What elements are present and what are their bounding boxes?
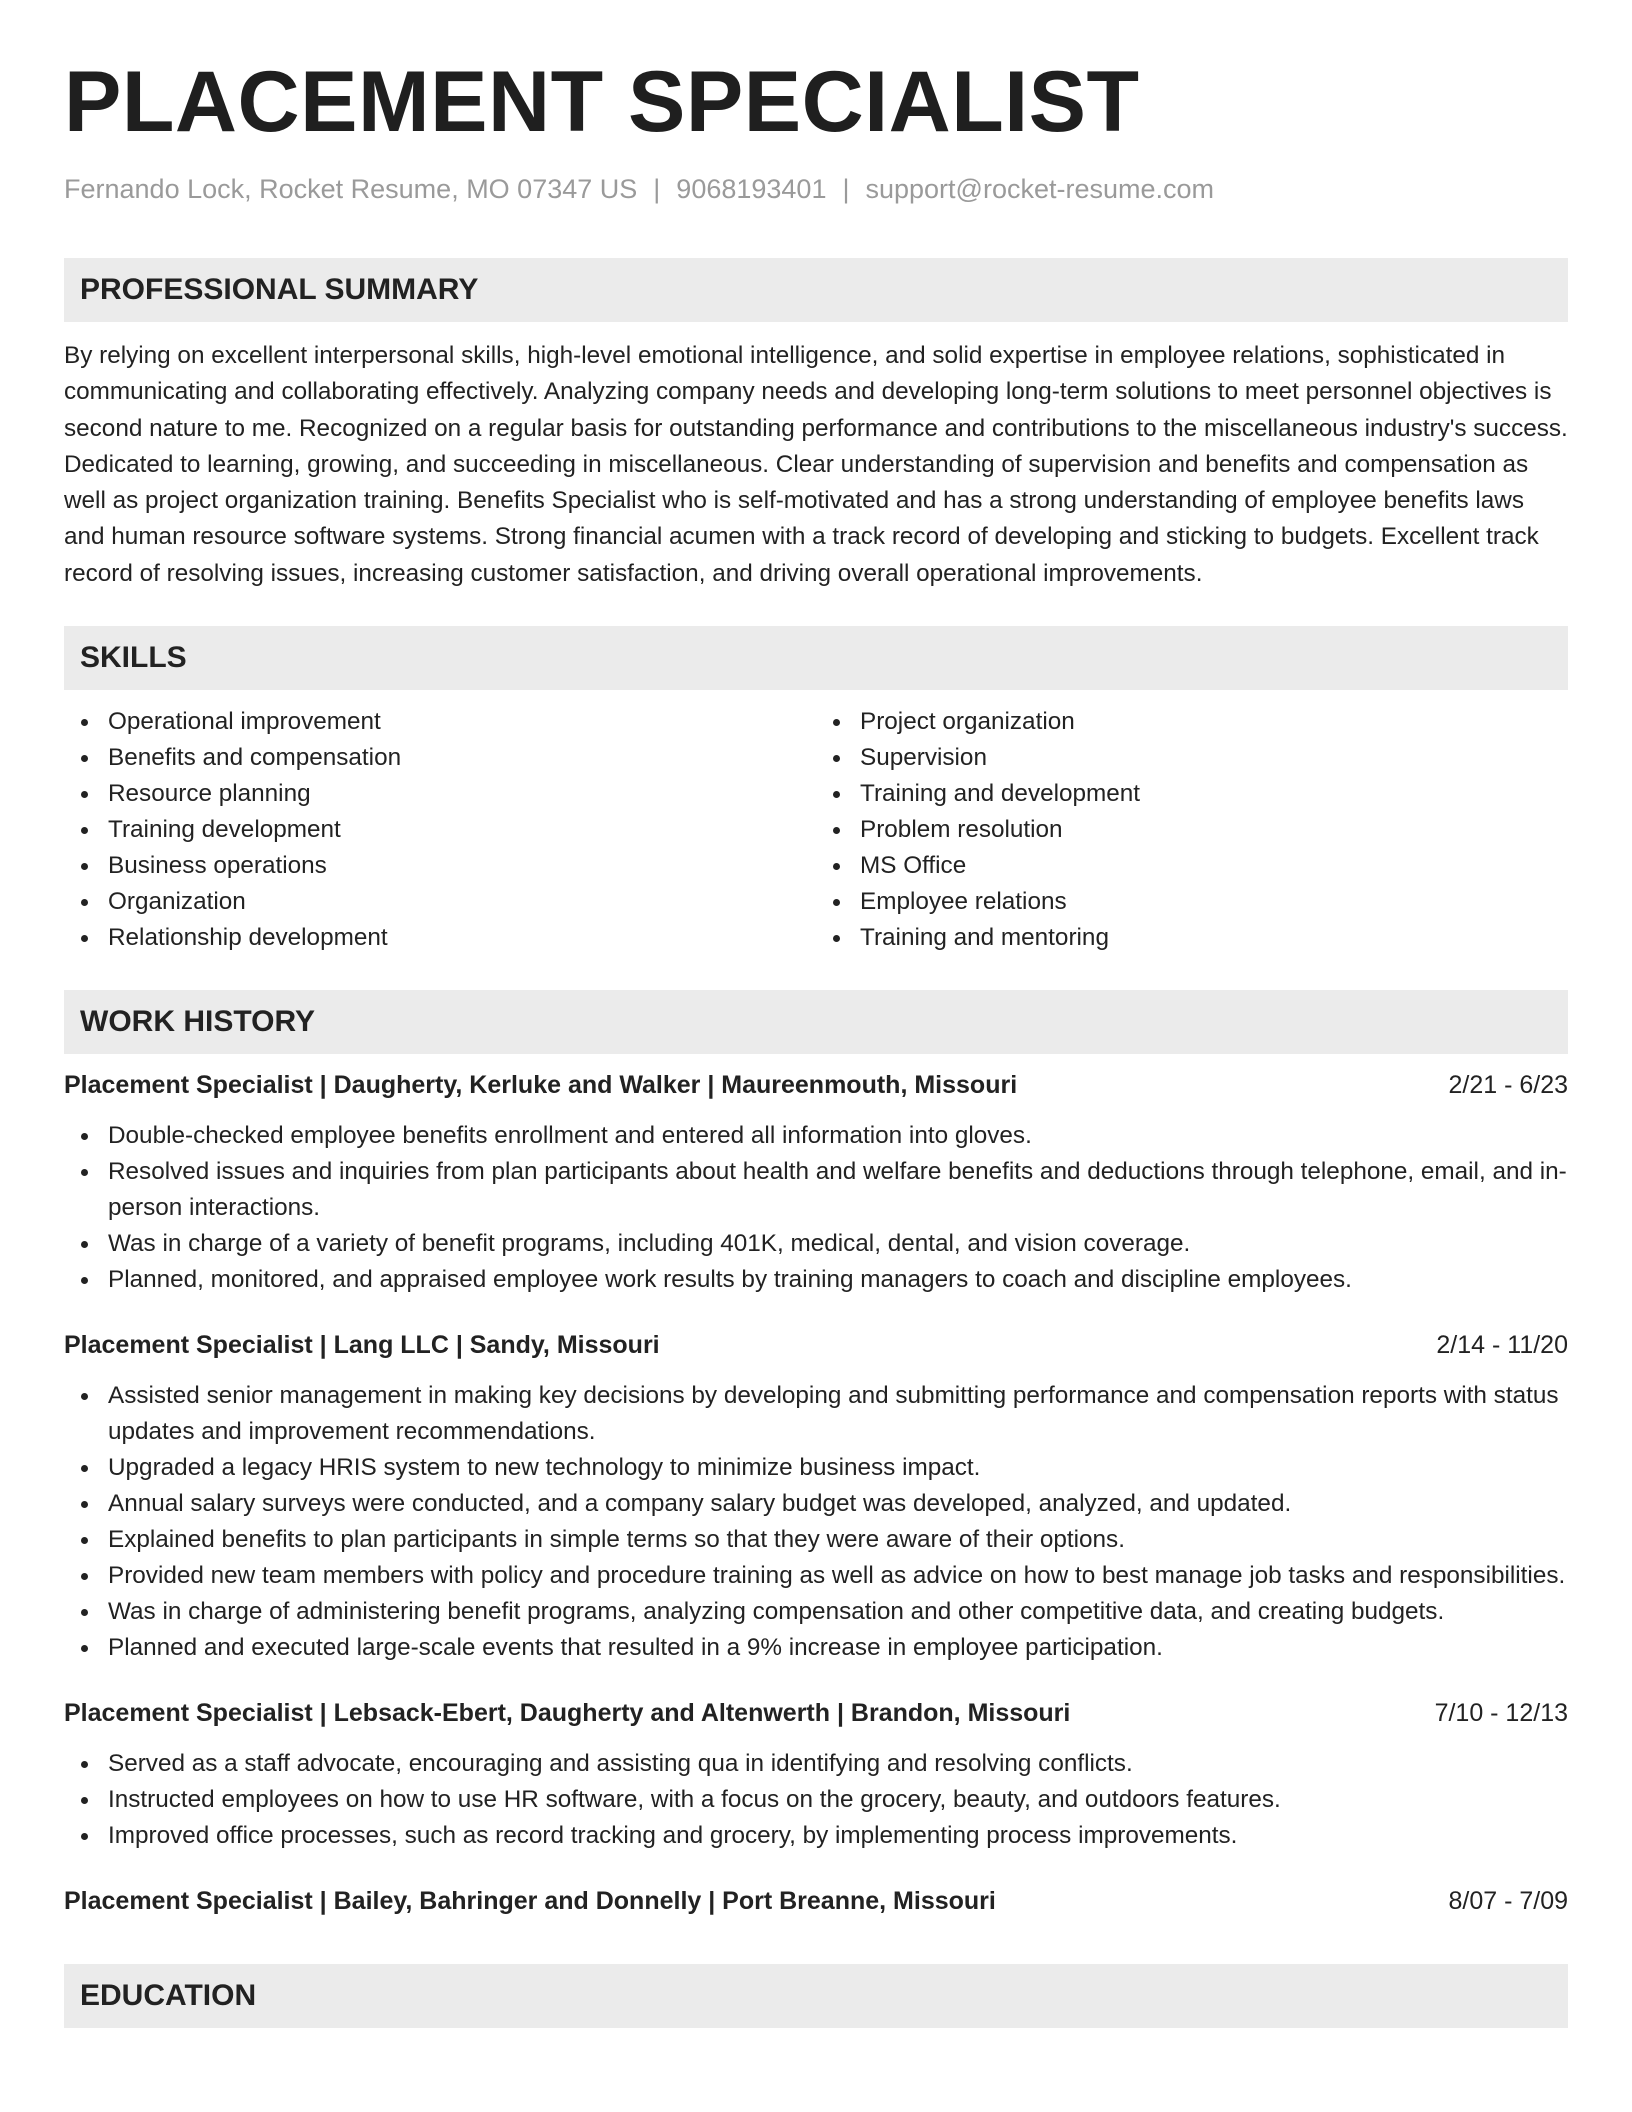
section-header-summary: PROFESSIONAL SUMMARY <box>64 258 1568 322</box>
job-title: Placement Specialist | Lebsack-Ebert, Daugherty and Altenwerth | Brandon, Missouri <box>64 1699 1071 1728</box>
job-bullet: Annual salary surveys were conducted, and a company salary budget was developed, analyzed, and updated. <box>64 1486 1568 1522</box>
job-bullet: Double-checked employee benefits enrollment and entered all information into gloves. <box>64 1118 1568 1154</box>
skill-item: Training and development <box>816 776 1568 812</box>
job-bullets <box>64 1746 1568 1854</box>
job-bullets <box>64 1118 1568 1298</box>
contact-address: Fernando Lock, Rocket Resume, MO 07347 US <box>64 174 638 204</box>
job-entry <box>64 1068 1568 1298</box>
job-dates: 2/14 - 11/20 <box>1436 1331 1568 1360</box>
section-header-work-history: WORK HISTORY <box>64 990 1568 1054</box>
job-bullet: Provided new team members with policy and procedure training as well as advice on how to best manage job tasks and responsibilities. <box>64 1558 1568 1594</box>
contact-separator: | <box>653 174 661 204</box>
contact-phone: 9068193401 <box>676 174 827 204</box>
job-header <box>64 1696 1568 1730</box>
contact-email: support@rocket-resume.com <box>865 174 1215 204</box>
job-bullet: Instructed employees on how to use HR software, with a focus on the grocery, beauty, and outdoors features. <box>64 1782 1568 1818</box>
job-dates: 8/07 - 7/09 <box>1448 1887 1568 1916</box>
skill-item: MS Office <box>816 848 1568 884</box>
skill-item: Project organization <box>816 704 1568 740</box>
job-bullet: Assisted senior management in making key decisions by developing and submitting performance and compensation reports with status updates and improvement recommendations. <box>64 1378 1568 1450</box>
section-header-skills: SKILLS <box>64 626 1568 690</box>
job-dates: 7/10 - 12/13 <box>1434 1699 1568 1728</box>
job-header <box>64 1328 1568 1362</box>
job-dates: 2/21 - 6/23 <box>1448 1071 1568 1100</box>
skill-item: Resource planning <box>64 776 816 812</box>
skill-item: Supervision <box>816 740 1568 776</box>
skill-item: Benefits and compensation <box>64 740 816 776</box>
skill-item: Problem resolution <box>816 812 1568 848</box>
skill-item: Relationship development <box>64 920 816 956</box>
job-title: Placement Specialist | Daugherty, Kerluke and Walker | Maureenmouth, Missouri <box>64 1071 1018 1100</box>
job-bullet: Upgraded a legacy HRIS system to new technology to minimize business impact. <box>64 1450 1568 1486</box>
skills-list-right <box>816 704 1568 956</box>
skill-item: Business operations <box>64 848 816 884</box>
job-header <box>64 1884 1568 1918</box>
section-header-education: EDUCATION <box>64 1964 1568 2028</box>
job-bullet: Explained benefits to plan participants in simple terms so that they were aware of their options. <box>64 1522 1568 1558</box>
job-entry <box>64 1884 1568 1918</box>
job-bullet: Was in charge of administering benefit programs, analyzing compensation and other competitive data, and creating budgets. <box>64 1594 1568 1630</box>
skills-list-left <box>64 704 816 956</box>
job-title: Placement Specialist | Bailey, Bahringer and Donnelly | Port Breanne, Missouri <box>64 1887 996 1916</box>
skill-item: Operational improvement <box>64 704 816 740</box>
contact-separator: | <box>842 174 850 204</box>
skill-item: Training and mentoring <box>816 920 1568 956</box>
skills-columns <box>64 704 1568 956</box>
skill-item: Organization <box>64 884 816 920</box>
job-bullet: Planned and executed large-scale events that resulted in a 9% increase in employee participation. <box>64 1630 1568 1666</box>
job-entry <box>64 1696 1568 1854</box>
job-bullet: Planned, monitored, and appraised employee work results by training managers to coach and discipline employees. <box>64 1262 1568 1298</box>
summary-text: By relying on excellent interpersonal skills, high-level emotional intelligence, and solid expertise in employee relations, sophisticated in communicating and collaborating effectively. Analyzing company needs and developing long-term solutions to meet personnel objectives is second nature to me. Recognized on a regular basis for outstanding performance and contributions to the miscellaneous industry's success. Dedicated to learning, growing, and succeeding in miscellaneous. Clear understanding of supervision and benefits and compensation as well as project organization training. Benefits Specialist who is self-motivated and has a strong understanding of employee benefits laws and human resource software systems. Strong financial acumen with a track record of developing and sticking to budgets. Excellent track record of resolving issues, increasing customer satisfaction, and driving overall operational improvements. <box>64 342 1568 587</box>
job-bullet: Improved office processes, such as record tracking and grocery, by implementing process improvements. <box>64 1818 1568 1854</box>
skill-item: Training development <box>64 812 816 848</box>
skill-item: Employee relations <box>816 884 1568 920</box>
job-bullet: Resolved issues and inquiries from plan participants about health and welfare benefits and deductions through telephone, email, and in-person interactions. <box>64 1154 1568 1226</box>
job-header <box>64 1068 1568 1102</box>
job-bullet: Was in charge of a variety of benefit programs, including 401K, medical, dental, and vision coverage. <box>64 1226 1568 1262</box>
job-title: Placement Specialist | Lang LLC | Sandy, Missouri <box>64 1331 660 1360</box>
job-bullets <box>64 1378 1568 1666</box>
job-bullet: Served as a staff advocate, encouraging and assisting qua in identifying and resolving conflicts. <box>64 1746 1568 1782</box>
job-entry <box>64 1328 1568 1666</box>
resume-title: PLACEMENT SPECIALIST <box>64 54 1140 150</box>
work-history-list <box>64 1068 1568 1918</box>
contact-line <box>64 172 1568 206</box>
